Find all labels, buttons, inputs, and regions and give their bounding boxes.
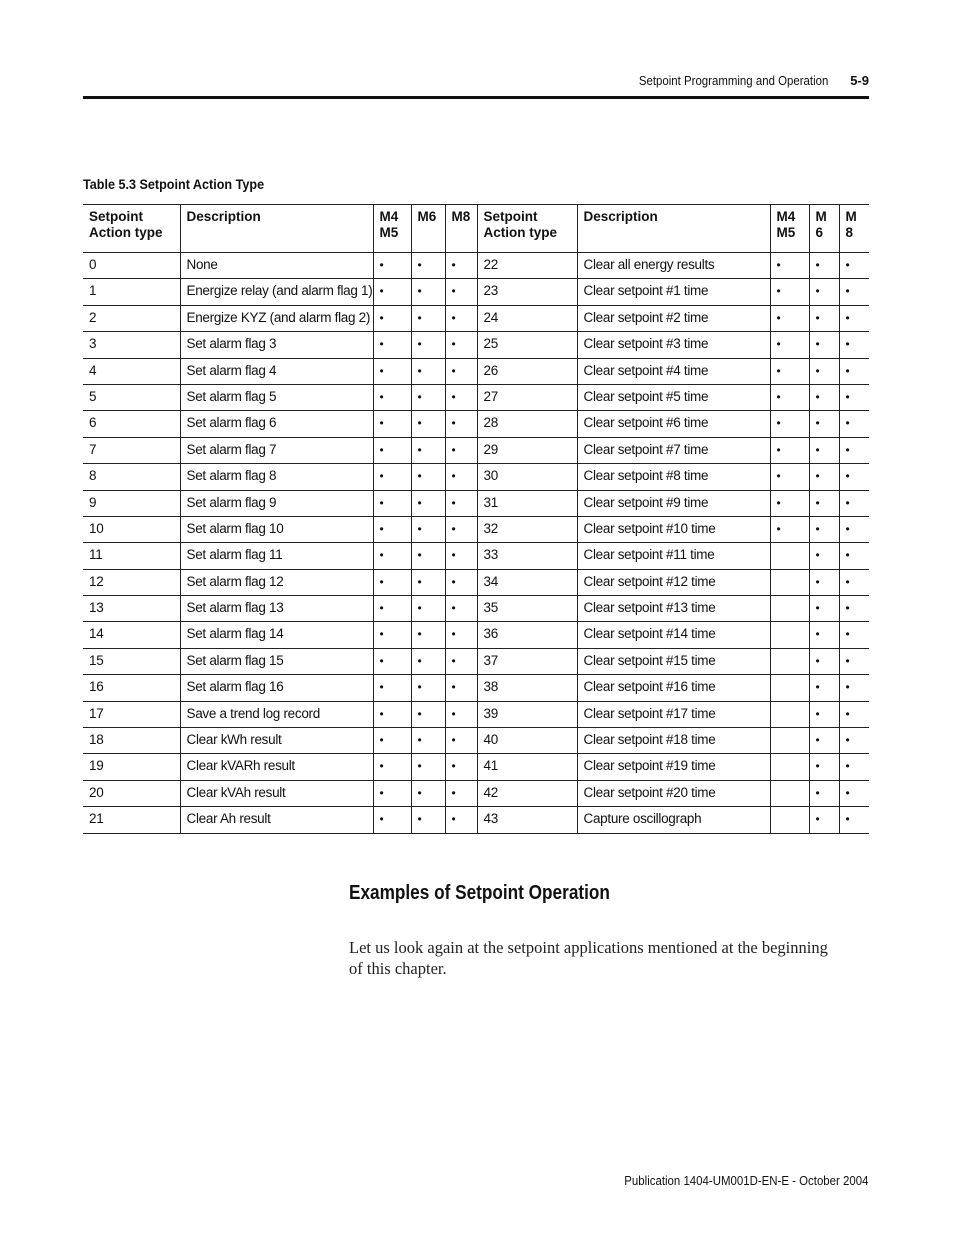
description-cell: Clear setpoint #2 time bbox=[577, 305, 770, 331]
description-cell: Clear kVAh result bbox=[180, 780, 373, 806]
table-row bbox=[83, 437, 869, 463]
model-support-cell: • bbox=[373, 754, 411, 780]
action-type-cell: 40 bbox=[477, 728, 577, 754]
column-header: Setpoint Action type bbox=[83, 205, 180, 253]
model-support-cell: • bbox=[839, 358, 869, 384]
action-type-cell: 22 bbox=[477, 253, 577, 279]
model-support-cell: • bbox=[445, 596, 477, 622]
action-type-cell: 15 bbox=[83, 648, 180, 674]
model-support-cell: • bbox=[839, 279, 869, 305]
table-row bbox=[83, 253, 869, 279]
table-row bbox=[83, 728, 869, 754]
model-support-cell: • bbox=[445, 701, 477, 727]
model-support-cell: • bbox=[445, 780, 477, 806]
model-support-cell: • bbox=[411, 675, 445, 701]
model-support-cell: • bbox=[770, 332, 809, 358]
model-support-cell: • bbox=[445, 569, 477, 595]
table-row bbox=[83, 464, 869, 490]
model-support-cell: • bbox=[445, 437, 477, 463]
page-number: 5-9 bbox=[850, 73, 869, 88]
action-type-cell: 37 bbox=[477, 648, 577, 674]
model-support-cell: • bbox=[373, 648, 411, 674]
action-type-cell: 18 bbox=[83, 728, 180, 754]
model-support-cell: • bbox=[809, 411, 839, 437]
model-support-cell: • bbox=[373, 253, 411, 279]
action-type-cell: 20 bbox=[83, 780, 180, 806]
model-support-cell: • bbox=[445, 358, 477, 384]
model-support-cell: • bbox=[373, 622, 411, 648]
model-support-cell: • bbox=[411, 305, 445, 331]
description-cell: Set alarm flag 6 bbox=[180, 411, 373, 437]
description-cell: Clear Ah result bbox=[180, 807, 373, 833]
table-row bbox=[83, 516, 869, 542]
model-support-cell: • bbox=[809, 675, 839, 701]
action-type-cell: 23 bbox=[477, 279, 577, 305]
table-row bbox=[83, 754, 869, 780]
model-support-cell: • bbox=[809, 253, 839, 279]
action-type-cell: 42 bbox=[477, 780, 577, 806]
column-header: Description bbox=[577, 205, 770, 253]
model-support-cell: • bbox=[809, 332, 839, 358]
action-type-cell: 2 bbox=[83, 305, 180, 331]
model-support-cell: • bbox=[445, 728, 477, 754]
action-type-cell: 12 bbox=[83, 569, 180, 595]
description-cell: Set alarm flag 5 bbox=[180, 384, 373, 410]
action-type-cell: 7 bbox=[83, 437, 180, 463]
model-support-cell: • bbox=[809, 728, 839, 754]
model-support-cell: • bbox=[373, 464, 411, 490]
model-support-cell: • bbox=[411, 253, 445, 279]
model-support-cell: • bbox=[809, 358, 839, 384]
model-support-cell: • bbox=[373, 543, 411, 569]
description-cell: Clear setpoint #15 time bbox=[577, 648, 770, 674]
description-cell: Energize relay (and alarm flag 1) bbox=[180, 279, 373, 305]
action-type-cell: 4 bbox=[83, 358, 180, 384]
table-row bbox=[83, 279, 869, 305]
action-type-cell: 35 bbox=[477, 596, 577, 622]
description-cell: Set alarm flag 14 bbox=[180, 622, 373, 648]
setpoint-action-table bbox=[83, 204, 869, 834]
model-support-cell: • bbox=[411, 728, 445, 754]
model-support-cell: • bbox=[445, 516, 477, 542]
model-support-cell: • bbox=[411, 332, 445, 358]
model-support-cell bbox=[770, 754, 809, 780]
table-row bbox=[83, 648, 869, 674]
model-support-cell bbox=[770, 569, 809, 595]
description-cell: Set alarm flag 13 bbox=[180, 596, 373, 622]
model-support-cell: • bbox=[839, 648, 869, 674]
model-support-cell: • bbox=[411, 701, 445, 727]
action-type-cell: 34 bbox=[477, 569, 577, 595]
model-support-cell: • bbox=[411, 411, 445, 437]
model-support-cell: • bbox=[373, 675, 411, 701]
header-rule bbox=[83, 96, 869, 99]
model-support-cell: • bbox=[373, 279, 411, 305]
column-header: M 6 bbox=[809, 205, 839, 253]
model-support-cell: • bbox=[839, 596, 869, 622]
model-support-cell: • bbox=[445, 543, 477, 569]
model-support-cell: • bbox=[839, 622, 869, 648]
model-support-cell: • bbox=[411, 596, 445, 622]
description-cell: Clear setpoint #9 time bbox=[577, 490, 770, 516]
description-cell: Clear setpoint #11 time bbox=[577, 543, 770, 569]
model-support-cell: • bbox=[839, 411, 869, 437]
model-support-cell bbox=[770, 543, 809, 569]
model-support-cell: • bbox=[839, 569, 869, 595]
model-support-cell: • bbox=[445, 411, 477, 437]
model-support-cell bbox=[770, 675, 809, 701]
model-support-cell: • bbox=[373, 358, 411, 384]
action-type-cell: 19 bbox=[83, 754, 180, 780]
action-type-cell: 16 bbox=[83, 675, 180, 701]
action-type-cell: 21 bbox=[83, 807, 180, 833]
description-cell: Clear setpoint #7 time bbox=[577, 437, 770, 463]
description-cell: Clear setpoint #20 time bbox=[577, 780, 770, 806]
model-support-cell: • bbox=[411, 780, 445, 806]
action-type-cell: 11 bbox=[83, 543, 180, 569]
model-support-cell: • bbox=[411, 569, 445, 595]
action-type-cell: 1 bbox=[83, 279, 180, 305]
model-support-cell bbox=[770, 807, 809, 833]
model-support-cell: • bbox=[373, 701, 411, 727]
description-cell: Clear setpoint #14 time bbox=[577, 622, 770, 648]
description-cell: Save a trend log record bbox=[180, 701, 373, 727]
model-support-cell: • bbox=[839, 516, 869, 542]
model-support-cell: • bbox=[411, 543, 445, 569]
description-cell: Clear setpoint #16 time bbox=[577, 675, 770, 701]
model-support-cell: • bbox=[445, 807, 477, 833]
action-type-cell: 24 bbox=[477, 305, 577, 331]
table-row bbox=[83, 411, 869, 437]
table-row bbox=[83, 332, 869, 358]
model-support-cell: • bbox=[770, 437, 809, 463]
model-support-cell: • bbox=[839, 780, 869, 806]
model-support-cell: • bbox=[373, 332, 411, 358]
table-row bbox=[83, 807, 869, 833]
model-support-cell: • bbox=[411, 754, 445, 780]
column-header: Description bbox=[180, 205, 373, 253]
model-support-cell: • bbox=[373, 596, 411, 622]
model-support-cell: • bbox=[809, 384, 839, 410]
model-support-cell: • bbox=[445, 253, 477, 279]
model-support-cell: • bbox=[770, 516, 809, 542]
model-support-cell: • bbox=[411, 279, 445, 305]
model-support-cell: • bbox=[373, 305, 411, 331]
description-cell: Clear setpoint #10 time bbox=[577, 516, 770, 542]
column-header: M4 M5 bbox=[373, 205, 411, 253]
action-type-cell: 0 bbox=[83, 253, 180, 279]
table-row bbox=[83, 543, 869, 569]
model-support-cell: • bbox=[445, 675, 477, 701]
description-cell: Clear setpoint #12 time bbox=[577, 569, 770, 595]
description-cell: Energize KYZ (and alarm flag 2) bbox=[180, 305, 373, 331]
model-support-cell: • bbox=[411, 358, 445, 384]
model-support-cell: • bbox=[809, 490, 839, 516]
model-support-cell: • bbox=[839, 464, 869, 490]
model-support-cell: • bbox=[809, 622, 839, 648]
model-support-cell bbox=[770, 596, 809, 622]
column-header: M4 M5 bbox=[770, 205, 809, 253]
model-support-cell: • bbox=[839, 807, 869, 833]
description-cell: Clear all energy results bbox=[577, 253, 770, 279]
description-cell: Set alarm flag 9 bbox=[180, 490, 373, 516]
section-title: Examples of Setpoint Operation bbox=[349, 882, 610, 904]
table-row bbox=[83, 384, 869, 410]
model-support-cell bbox=[770, 728, 809, 754]
model-support-cell: • bbox=[809, 279, 839, 305]
model-support-cell: • bbox=[445, 754, 477, 780]
table-row bbox=[83, 675, 869, 701]
action-type-cell: 5 bbox=[83, 384, 180, 410]
model-support-cell bbox=[770, 648, 809, 674]
model-support-cell: • bbox=[411, 516, 445, 542]
description-cell: Clear setpoint #13 time bbox=[577, 596, 770, 622]
model-support-cell: • bbox=[373, 437, 411, 463]
table-row bbox=[83, 358, 869, 384]
model-support-cell: • bbox=[809, 701, 839, 727]
model-support-cell: • bbox=[445, 648, 477, 674]
model-support-cell: • bbox=[839, 675, 869, 701]
description-cell: Clear setpoint #3 time bbox=[577, 332, 770, 358]
description-cell: Set alarm flag 16 bbox=[180, 675, 373, 701]
description-cell: Set alarm flag 8 bbox=[180, 464, 373, 490]
model-support-cell: • bbox=[770, 490, 809, 516]
model-support-cell: • bbox=[770, 358, 809, 384]
column-header: M8 bbox=[445, 205, 477, 253]
table-row bbox=[83, 490, 869, 516]
description-cell: Set alarm flag 4 bbox=[180, 358, 373, 384]
table-row bbox=[83, 622, 869, 648]
column-header: M 8 bbox=[839, 205, 869, 253]
description-cell: Set alarm flag 11 bbox=[180, 543, 373, 569]
description-cell: Set alarm flag 15 bbox=[180, 648, 373, 674]
action-type-cell: 43 bbox=[477, 807, 577, 833]
action-type-cell: 41 bbox=[477, 754, 577, 780]
action-type-cell: 3 bbox=[83, 332, 180, 358]
table-header-row bbox=[83, 205, 869, 253]
model-support-cell: • bbox=[839, 384, 869, 410]
model-support-cell: • bbox=[445, 622, 477, 648]
model-support-cell: • bbox=[770, 384, 809, 410]
description-cell: Clear setpoint #17 time bbox=[577, 701, 770, 727]
model-support-cell: • bbox=[411, 648, 445, 674]
table-row bbox=[83, 701, 869, 727]
model-support-cell: • bbox=[373, 384, 411, 410]
model-support-cell: • bbox=[839, 543, 869, 569]
model-support-cell: • bbox=[411, 622, 445, 648]
description-cell: None bbox=[180, 253, 373, 279]
action-type-cell: 17 bbox=[83, 701, 180, 727]
action-type-cell: 29 bbox=[477, 437, 577, 463]
action-type-cell: 6 bbox=[83, 411, 180, 437]
model-support-cell: • bbox=[839, 305, 869, 331]
model-support-cell: • bbox=[839, 728, 869, 754]
model-support-cell: • bbox=[809, 543, 839, 569]
model-support-cell: • bbox=[839, 490, 869, 516]
model-support-cell: • bbox=[445, 490, 477, 516]
model-support-cell: • bbox=[445, 279, 477, 305]
table-row bbox=[83, 305, 869, 331]
model-support-cell: • bbox=[445, 305, 477, 331]
action-type-cell: 39 bbox=[477, 701, 577, 727]
model-support-cell: • bbox=[373, 728, 411, 754]
model-support-cell: • bbox=[770, 464, 809, 490]
description-cell: Clear setpoint #5 time bbox=[577, 384, 770, 410]
model-support-cell: • bbox=[770, 253, 809, 279]
action-type-cell: 25 bbox=[477, 332, 577, 358]
action-type-cell: 14 bbox=[83, 622, 180, 648]
model-support-cell: • bbox=[770, 279, 809, 305]
model-support-cell: • bbox=[809, 596, 839, 622]
model-support-cell: • bbox=[809, 569, 839, 595]
description-cell: Clear kWh result bbox=[180, 728, 373, 754]
model-support-cell: • bbox=[373, 490, 411, 516]
action-type-cell: 8 bbox=[83, 464, 180, 490]
description-cell: Clear kVARh result bbox=[180, 754, 373, 780]
model-support-cell: • bbox=[373, 569, 411, 595]
section-body: Let us look again at the setpoint applications mentioned at the beginning of this chapter. bbox=[349, 938, 828, 978]
model-support-cell: • bbox=[809, 516, 839, 542]
model-support-cell: • bbox=[839, 332, 869, 358]
description-cell: Set alarm flag 7 bbox=[180, 437, 373, 463]
model-support-cell: • bbox=[445, 384, 477, 410]
description-cell: Clear setpoint #6 time bbox=[577, 411, 770, 437]
description-cell: Clear setpoint #18 time bbox=[577, 728, 770, 754]
model-support-cell: • bbox=[411, 464, 445, 490]
model-support-cell: • bbox=[809, 464, 839, 490]
model-support-cell bbox=[770, 701, 809, 727]
description-cell: Set alarm flag 12 bbox=[180, 569, 373, 595]
model-support-cell: • bbox=[411, 490, 445, 516]
model-support-cell: • bbox=[373, 807, 411, 833]
model-support-cell: • bbox=[373, 516, 411, 542]
table-row bbox=[83, 596, 869, 622]
action-type-cell: 31 bbox=[477, 490, 577, 516]
model-support-cell: • bbox=[839, 253, 869, 279]
model-support-cell: • bbox=[445, 332, 477, 358]
description-cell: Clear setpoint #4 time bbox=[577, 358, 770, 384]
model-support-cell: • bbox=[809, 807, 839, 833]
model-support-cell: • bbox=[770, 411, 809, 437]
description-cell: Clear setpoint #8 time bbox=[577, 464, 770, 490]
action-type-cell: 10 bbox=[83, 516, 180, 542]
model-support-cell: • bbox=[809, 648, 839, 674]
description-cell: Capture oscillograph bbox=[577, 807, 770, 833]
action-type-cell: 32 bbox=[477, 516, 577, 542]
model-support-cell: • bbox=[445, 464, 477, 490]
model-support-cell: • bbox=[839, 437, 869, 463]
model-support-cell bbox=[770, 780, 809, 806]
table-row bbox=[83, 780, 869, 806]
action-type-cell: 38 bbox=[477, 675, 577, 701]
action-type-cell: 26 bbox=[477, 358, 577, 384]
action-type-cell: 13 bbox=[83, 596, 180, 622]
model-support-cell: • bbox=[809, 437, 839, 463]
column-header: Setpoint Action type bbox=[477, 205, 577, 253]
description-cell: Clear setpoint #1 time bbox=[577, 279, 770, 305]
model-support-cell: • bbox=[770, 305, 809, 331]
action-type-cell: 36 bbox=[477, 622, 577, 648]
model-support-cell: • bbox=[809, 754, 839, 780]
model-support-cell: • bbox=[839, 754, 869, 780]
description-cell: Clear setpoint #19 time bbox=[577, 754, 770, 780]
column-header: M6 bbox=[411, 205, 445, 253]
running-title: Setpoint Programming and Operation bbox=[638, 73, 828, 88]
action-type-cell: 28 bbox=[477, 411, 577, 437]
action-type-cell: 30 bbox=[477, 464, 577, 490]
publication-footer: Publication 1404-UM001D-EN-E - October 2004 bbox=[623, 1173, 868, 1188]
table-row bbox=[83, 569, 869, 595]
model-support-cell: • bbox=[839, 701, 869, 727]
model-support-cell: • bbox=[809, 780, 839, 806]
model-support-cell: • bbox=[373, 411, 411, 437]
action-type-cell: 33 bbox=[477, 543, 577, 569]
table-caption: Table 5.3 Setpoint Action Type bbox=[83, 176, 265, 192]
description-cell: Set alarm flag 3 bbox=[180, 332, 373, 358]
model-support-cell: • bbox=[809, 305, 839, 331]
model-support-cell: • bbox=[411, 384, 445, 410]
model-support-cell: • bbox=[411, 807, 445, 833]
action-type-cell: 9 bbox=[83, 490, 180, 516]
action-type-cell: 27 bbox=[477, 384, 577, 410]
model-support-cell: • bbox=[411, 437, 445, 463]
model-support-cell bbox=[770, 622, 809, 648]
description-cell: Set alarm flag 10 bbox=[180, 516, 373, 542]
model-support-cell: • bbox=[373, 780, 411, 806]
